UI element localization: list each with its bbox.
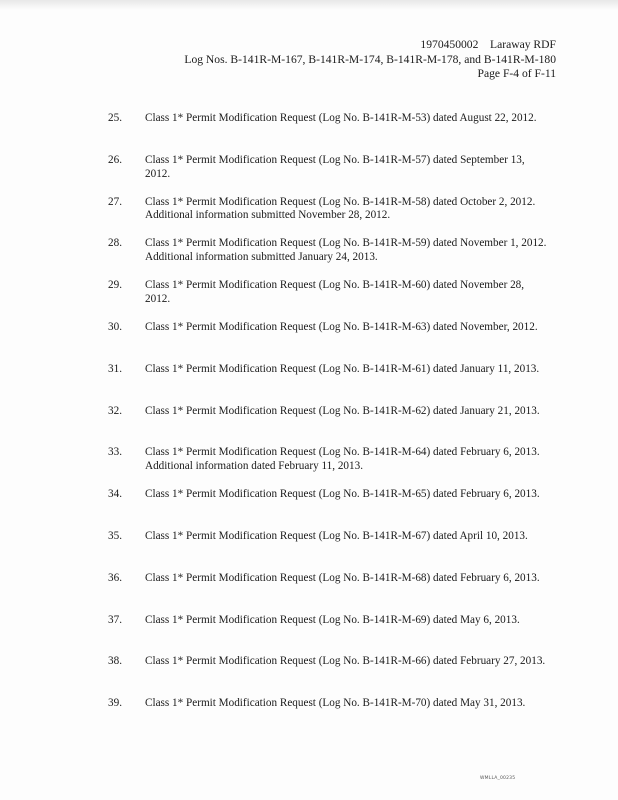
entry-number: 37. — [108, 613, 122, 626]
entry-number: 29. — [108, 279, 122, 292]
list-item — [108, 446, 548, 488]
entry-number: 39. — [108, 697, 122, 710]
header-page-number: Page F-4 of F-11 — [477, 67, 556, 81]
list-item — [108, 488, 548, 530]
page-header — [184, 38, 556, 82]
entry-number: 30. — [108, 320, 122, 333]
scan-edge — [0, 0, 618, 10]
entry-text: Class 1* Permit Modification Request (Log No. B-141R-M-62) dated January 21, 2013. — [145, 404, 540, 417]
list-item — [108, 530, 548, 572]
header-log-numbers: Log Nos. B-141R-M-167, B-141R-M-174, B-141R-M-178, and B-141R-M-180 — [184, 52, 556, 66]
entry-text: Class 1* Permit Modification Request (Log No. B-141R-M-63) dated November, 2012. — [145, 320, 538, 333]
entry-number: 38. — [108, 655, 122, 668]
entry-number: 35. — [108, 529, 122, 542]
list-item — [108, 655, 548, 697]
list-item — [108, 405, 548, 447]
list-item — [108, 112, 548, 154]
entry-text: Class 1* Permit Modification Request (Log No. B-141R-M-60) dated November 28, 2012. — [145, 279, 525, 305]
entry-text: Class 1* Permit Modification Request (Log No. B-141R-M-61) dated January 11, 2013. — [145, 362, 540, 375]
header-facility-line: 1970450002 Laraway RDF — [420, 38, 556, 51]
entry-text: Class 1* Permit Modification Request (Log No. B-141R-M-70) dated May 31, 2013. — [145, 697, 526, 710]
entry-number: 28. — [108, 237, 122, 250]
list-item — [108, 196, 548, 238]
entry-number: 33. — [108, 446, 122, 459]
list-item — [108, 697, 548, 739]
entry-text: Class 1* Permit Modification Request (Log No. B-141R-M-69) dated May 6, 2013. — [145, 613, 520, 626]
list-item — [108, 363, 548, 405]
entry-text: Class 1* Permit Modification Request (Log No. B-141R-M-53) dated August 22, 2012. — [145, 112, 537, 124]
entry-number: 32. — [108, 404, 122, 417]
entry-text: Class 1* Permit Modification Request (Log No. B-141R-M-66) dated February 27, 2013. — [145, 655, 546, 668]
list-item — [108, 572, 548, 614]
entry-list — [108, 112, 548, 739]
list-item — [108, 237, 548, 279]
entry-number: 27. — [108, 195, 122, 208]
entry-text: Class 1* Permit Modification Request (Log No. B-141R-M-67) dated April 10, 2013. — [145, 529, 528, 542]
entry-number: 31. — [108, 362, 122, 375]
entry-text: Class 1* Permit Modification Request (Log No. B-141R-M-59) dated November 1, 2012. Additional information submitted January 24, 2013. — [145, 237, 547, 264]
entry-text: Class 1* Permit Modification Request (Log No. B-141R-M-68) dated February 6, 2013. — [145, 571, 540, 584]
entry-text: Class 1* Permit Modification Request (Log No. B-141R-M-58) dated October 2, 2012. Additional information submitted November 28, 2012. — [145, 195, 536, 222]
entry-number: 34. — [108, 488, 122, 501]
entry-number: 36. — [108, 571, 122, 584]
entry-number: 26. — [108, 153, 122, 166]
entry-text: Class 1* Permit Modification Request (Log No. B-141R-M-64) dated February 6, 2013. Additional information dated February 11, 2013. — [145, 446, 540, 473]
list-item — [108, 614, 548, 656]
entry-text: Class 1* Permit Modification Request (Log No. B-141R-M-57) dated September 13, 2012. — [145, 153, 525, 180]
bates-stamp: WMLLA_00235 — [480, 776, 516, 781]
list-item — [108, 154, 548, 196]
entry-number: 25. — [108, 112, 122, 124]
entry-text: Class 1* Permit Modification Request (Log No. B-141R-M-65) dated February 6, 2013. — [145, 488, 540, 501]
list-item — [108, 321, 548, 363]
list-item — [108, 279, 548, 321]
